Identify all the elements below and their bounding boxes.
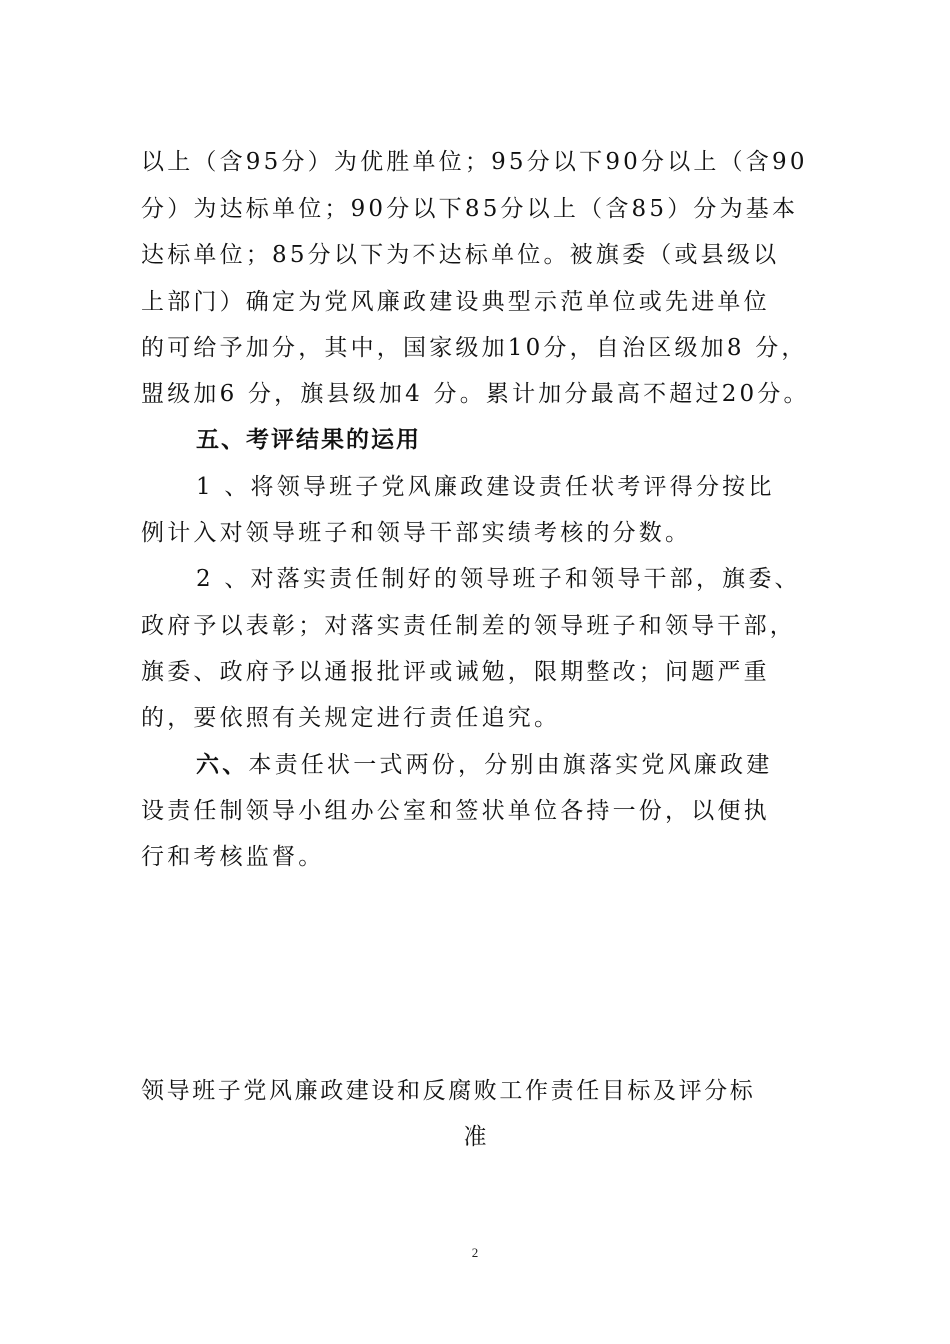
item-2-line-2: 政府予以表彰；对落实责任制差的领导班子和领导干部，: [141, 613, 796, 639]
body-line-5: 的可给予加分，其中，国家级加10分，自治区级加8 分，: [141, 335, 808, 361]
body-line-2: 分）为达标单位；90分以下85分以上（含85）分为基本: [141, 196, 799, 222]
document-title-line-1: 领导班子党风廉政建设和反腐败工作责任目标及评分标: [141, 1078, 756, 1104]
body-line-3: 达标单位；85分以下为不达标单位。被旗委（或县级以: [141, 242, 780, 268]
section-6-line-2: 设责任制领导小组办公室和签状单位各持一份，以便执: [141, 798, 770, 824]
item-1-line-1: 1 、将领导班子党风廉政建设责任状考评得分按比: [196, 474, 775, 500]
body-line-1: 以上（含95分）为优胜单位；95分以下90分以上（含90: [141, 149, 808, 175]
body-line-6: 盟级加6 分，旗县级加4 分。累计加分最高不超过20分。: [141, 381, 810, 407]
item-2-line-3: 旗委、政府予以通报批评或诫勉，限期整改；问题严重: [141, 659, 770, 685]
item-2-line-4: 的，要依照有关规定进行责任追究。: [141, 705, 561, 731]
section-6-line-1-text: 本责任状一式两份，分别由旗落实党风廉政建: [248, 752, 773, 778]
document-title-line-2: 准: [463, 1124, 487, 1150]
body-line-4: 上部门）确定为党风廉政建设典型示范单位或先进单位: [141, 289, 770, 315]
section-6-line-1: [196, 750, 886, 780]
item-2-line-1: 2 、对落实责任制好的领导班子和领导干部，旗委、: [196, 566, 801, 592]
page-number: 2: [471, 1245, 479, 1260]
section-6-lead: 六、: [196, 752, 249, 778]
section-6-line-3: 行和考核监督。: [141, 844, 325, 870]
item-1-line-2: 例计入对领导班子和领导干部实绩考核的分数。: [141, 520, 692, 546]
section-heading-5: 五、考评结果的运用: [196, 427, 421, 453]
